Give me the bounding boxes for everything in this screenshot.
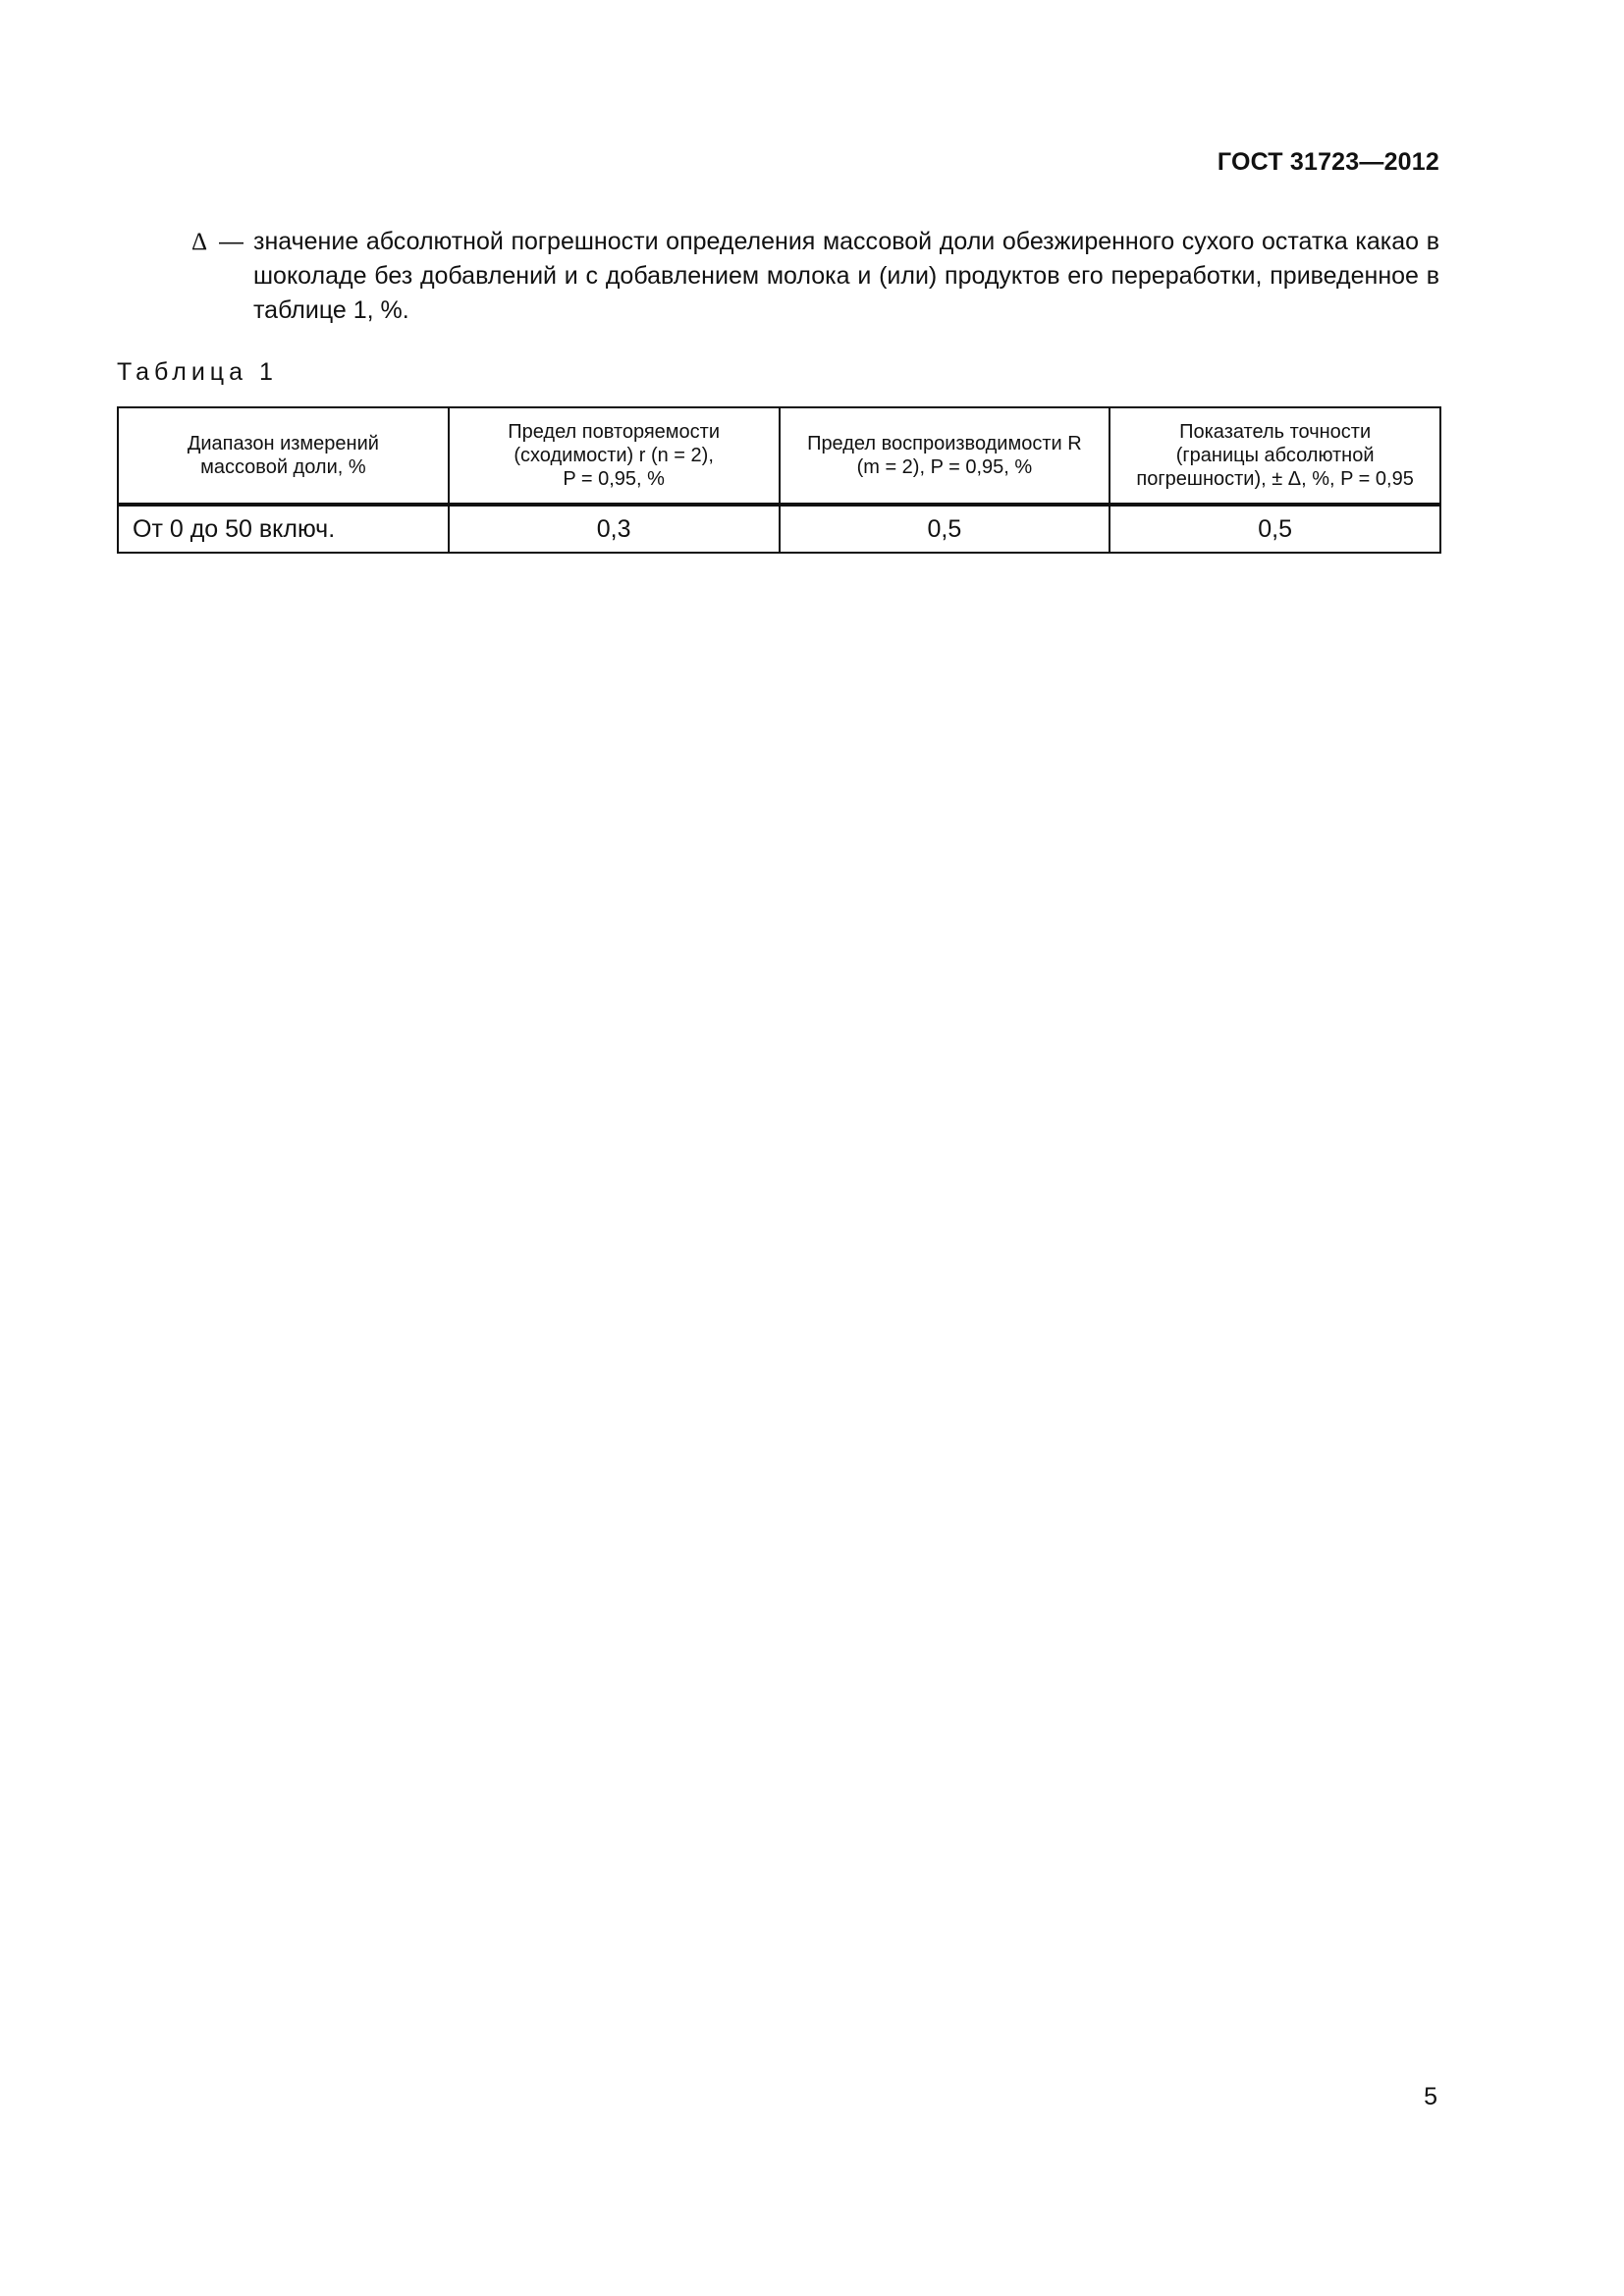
delta-symbol: Δ [191, 229, 208, 255]
header-accuracy-index: Показатель точности (границы абсолютной погрешности), ± Δ, %, P = 0,95 [1110, 407, 1440, 505]
page-number: 5 [1424, 2083, 1437, 2110]
cell-range: От 0 до 50 включ. [118, 505, 449, 553]
cell-accuracy: 0,5 [1110, 505, 1440, 553]
table-header-row [118, 407, 1440, 505]
cell-reproducibility: 0,5 [780, 505, 1110, 553]
table-caption: Таблица 1 [117, 358, 278, 386]
definition-text: значение абсолютной погрешности определения массовой доли обезжиренного сухого остатка какао в шоколаде без добавлений и с добавлением молока и (или) продуктов его переработки, приведенное в таблице 1, %. [253, 228, 1439, 324]
cell-repeatability: 0,3 [449, 505, 780, 553]
table-row [118, 505, 1440, 553]
definition-dash: — [219, 228, 244, 255]
document-code: ГОСТ 31723—2012 [1217, 148, 1439, 176]
header-measurement-range: Диапазон измерений массовой доли, % [118, 407, 449, 505]
symbol-definition [191, 225, 1439, 328]
header-repeatability-limit: Предел повторяемости (сходимости) r (n = 2), P = 0,95, % [449, 407, 780, 505]
header-reproducibility-limit: Предел воспроизводимости R (m = 2), P = 0,95, % [780, 407, 1110, 505]
precision-table [117, 406, 1441, 554]
